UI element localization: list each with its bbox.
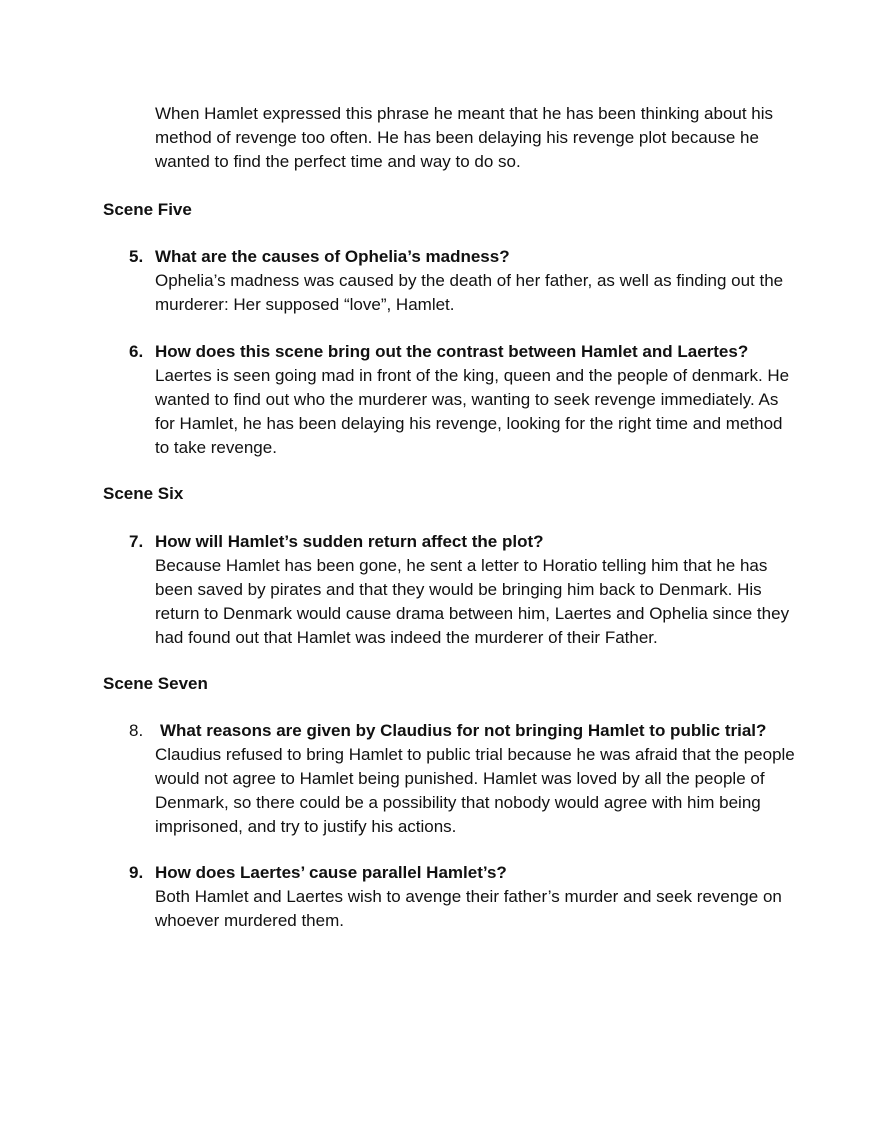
question-number-7: 7. (129, 532, 144, 551)
heading-scene-six: Scene Six (103, 484, 184, 503)
question-number-8: 8. (129, 721, 144, 740)
heading-scene-seven: Scene Seven (103, 674, 208, 693)
answer-8: Claudius refused to bring Hamlet to public trial because he was afraid that the people would not agree to Hamlet being punished. Hamlet was loved by all the people of Denmark, so there could be a possibility that nobody would agree with him being imprisoned, and try to justify his actions. (155, 745, 795, 836)
question-9: How does Laertes’ cause parallel Hamlet’s? (155, 863, 507, 882)
question-5: What are the causes of Ophelia’s madness? (155, 247, 510, 266)
answer-9: Both Hamlet and Laertes wish to avenge their father’s murder and seek revenge on whoever murdered them. (155, 887, 782, 930)
heading-scene-five: Scene Five (103, 200, 192, 219)
answer-5: Ophelia’s madness was caused by the death of her father, as well as finding out the murderer: Her supposed “love”, Hamlet. (155, 271, 784, 314)
question-8: What reasons are given by Claudius for not bringing Hamlet to public trial? (160, 721, 767, 740)
question-number-9: 9. (129, 863, 144, 882)
answer-6: Laertes is seen going mad in front of the king, queen and the people of denmark. He wanted to find out who the murderer was, wanting to seek revenge immediately. As for Hamlet, he has been delaying his revenge, looking for the right time and method to take revenge. (155, 366, 790, 457)
question-number-6: 6. (129, 342, 144, 361)
question-number-5: 5. (129, 247, 144, 266)
intro-answer: When Hamlet expressed this phrase he meant that he has been thinking about his method of revenge too often. He has been delaying his revenge plot because he wanted to find the perfect time and way to do so. (155, 104, 774, 171)
question-7: How will Hamlet’s sudden return affect the plot? (155, 532, 544, 551)
answer-7: Because Hamlet has been gone, he sent a letter to Horatio telling him that he has been saved by pirates and that they would be bringing him back to Denmark. His return to Denmark would cause drama between him, Laertes and Ophelia since they had found out that Hamlet was indeed the murderer of their Father. (155, 556, 790, 647)
question-6: How does this scene bring out the contrast between Hamlet and Laertes? (155, 342, 749, 361)
